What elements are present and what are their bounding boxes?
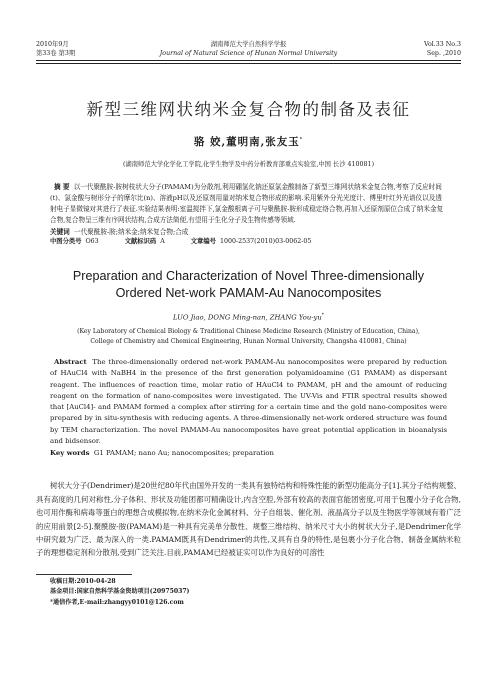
header-rule	[36, 60, 461, 64]
body-text-cn: 树状大分子(Dendrimer)是20世纪80年代由国外开发的一类具有独特结构和特殊性能的新型功能高分子[1].其分子结构规整、具有高度的几何对称性,分子体积、形状及功能团都可精确设计,内含空腔,外部有较高的表面官能团密度,可用于包覆小分子化合物,也可用作酶和病毒等蛋白的理想合成模拟物,在纳米杂化金属材料、分子自组装、催化剂、液晶高分子以及生物医学等领域有着广泛的应用前景[2-5].聚酰胺-胺(PAMAM)是一种具有完美单分散性、规整三维结构、纳米尺寸大小的树状大分子,是Dendrimer化学中研究最为广泛、最为深入的一类.PAMAM既具有Dendrimer的共性,又具有自身的特性,是包裹小分子化合物、制备金属纳米粒子的理想稳定剂和分散剂,受到广泛关注.目前,PAMAM已经被证实可以作为良好的可溶性	[36, 481, 461, 558]
abstract-cn	[50, 182, 447, 227]
authors-cn: 骆 姣,董明南,张友玉*	[193, 135, 304, 148]
header-right: Vol.33 No.3 Sep. ,2010	[424, 41, 461, 57]
affiliation-en: (Key Laboratory of Chemical Biology & Traditional Chinese Medicine Research (Ministry of Education, China), College of Chemistry and Chemical Engineering, Hunan Normal University, Changsha 410081, China)	[77, 327, 420, 345]
footnote-rule	[36, 574, 132, 575]
abstract-en	[50, 357, 447, 447]
header-center: 湖南师范大学自然科学学报 Journal of Natural Science of Hunan Normal University	[159, 41, 338, 57]
keywords-en: Key words G1 PAMAM; nano Au; nanocomposites; preparation	[50, 449, 274, 458]
affiliation-cn: (湖南师范大学化学化工学院,化学生物学及中药分析教育部重点实验室,中国 长沙 410081)	[122, 160, 375, 168]
abstract-cn-label: 摘 要	[54, 182, 70, 191]
keywords-cn: 关键词 一代聚酰胺-胺;纳米金;纳米复合物;合成	[50, 227, 189, 236]
authors-en: LUO Jiao, DONG Ming-nan, ZHANG You-yu*	[172, 312, 325, 321]
abstract-en-text: The three-dimensionally ordered net-work PAMAM-Au nanocomposites were prepared by reduction of HAuCl4 with NaBH4 in the presence of the first generation polyamidoamine (G1 PAMAM) as dispersant reagent. The influences of reaction time, molar ratio of HAuCl4 to PAMAM, pH and the amount of reducing reagent on the formation of nano-composites were investigated. The UV-Vis and FTIR spectral results showed that [AuCl4]- and PAMAM formed a complex after stirring for a certain time and the gold nano-composites were prepared by in situ-synthesis with reducing agents. A three-dimensionally net-work ordered structure was found by TEM characterization. The novel PAMAM-Au nanocomposites have great potential application in bioanalysis and bidsensor.	[50, 357, 447, 446]
abstract-cn-text: 以一代聚酰胺-胺树枝状大分子(PAMAM)为分散剂,利用硼氢化钠还原氯金酸制备了新型三维网状纳米金复合物,考察了反应时间(t)、氯金酸与树形分子的摩尔比(n)、溶液pH以及还原剂用量对纳米复合物形成的影响.采用紫外分光光度计、傅里叶红外光谱仪以及透射电子显微镜对其进行了表征.实验结果表明:室温搅拌下,氯金酸根离子可与聚酰胺-胺形成稳定络合物,再加入还原剂原位合成了纳米金复合物,复合物呈三维有序网状结构,合成方法简便,有望用于生化分子及生物传感等领域.	[50, 182, 444, 225]
abstract-en-label: Abstract	[54, 357, 87, 366]
title-en: Preparation and Characterization of Novel Three-dimensionally Ordered Net-work PAMAM-Au Nanocomposites	[72, 268, 425, 300]
doc-code: 文献标识码 A	[124, 237, 165, 245]
classification-row	[50, 237, 447, 247]
title-cn: 新型三维网状纳米金复合物的制备及表征	[86, 99, 411, 119]
footnotes: 收稿日期:2010-04-28 基金项目:国家自然科学基金资助项目(20975037) *通信作者,E-mail:zhangyy0101@126.com	[50, 577, 190, 606]
running-header	[36, 40, 461, 58]
header-left: 2010年9月 第33卷 第3期	[36, 41, 76, 57]
clc-code: 中图分类号 O63	[50, 237, 99, 245]
article-id: 文章编号 1000-2537(2010)03-0062-05	[190, 237, 312, 245]
